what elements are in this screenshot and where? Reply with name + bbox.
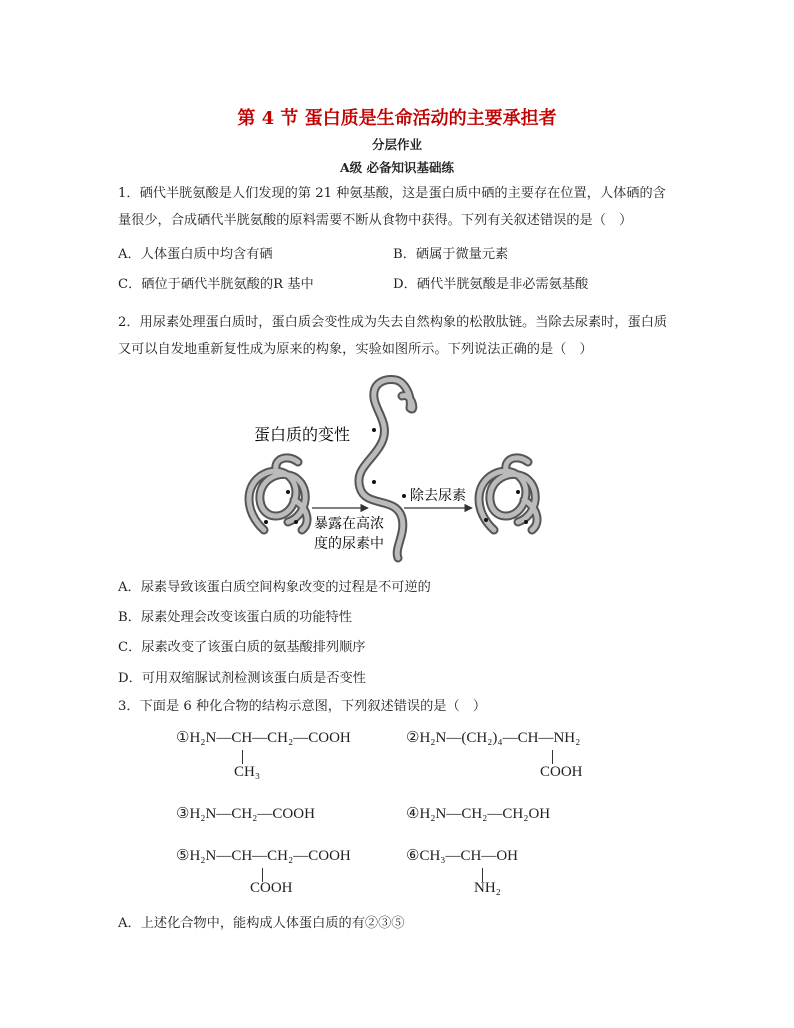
q2-option-c[interactable]: C．尿素改变了该蛋白质的氨基酸排列顺序 xyxy=(118,640,366,655)
label-remove-urea: 除去尿素 xyxy=(410,488,466,504)
label-expose-1: 暴露在高浓 xyxy=(314,516,384,532)
folded-protein-left xyxy=(249,458,307,530)
compound-1-bond xyxy=(242,750,243,764)
compound-1: ①H₂N—CH—CH₂—COOH xyxy=(176,730,351,746)
compound-6-side: NH₂ xyxy=(474,880,501,896)
question-3-stem: 3．下面是 6 种化合物的结构示意图，下列叙述错误的是（ ） xyxy=(118,699,487,714)
question-2-stem: 2．用尿素处理蛋白质时，蛋白质会变性成为失去自然构象的松散肽链。当除去尿素时，蛋白质又可以自发地重新复性成为原来的构象，实验如图所示。下列说法正确的是（ ） xyxy=(118,315,668,357)
label-denature: 蛋白质的变性 xyxy=(254,425,351,444)
q1-option-d[interactable]: D．硒代半胱氨酸是非必需氨基酸 xyxy=(393,277,589,292)
protein-denaturation-figure xyxy=(236,372,562,564)
level-heading: A级 必备知识基础练 xyxy=(339,160,455,175)
q1-option-c[interactable]: C．硒位于硒代半胱氨酸的R 基中 xyxy=(118,277,314,292)
q2-option-b[interactable]: B．尿素处理会改变该蛋白质的功能特性 xyxy=(118,610,352,625)
compound-5: ⑤H₂N—CH—CH₂—COOH xyxy=(176,848,351,864)
q3-option-a[interactable]: A．上述化合物中，能构成人体蛋白质的有②③⑤ xyxy=(118,916,405,931)
compound-5-side: COOH xyxy=(250,880,293,896)
compound-6: ⑥CH₃—CH—OH xyxy=(406,848,519,864)
q2-option-a[interactable]: A．尿素导致该蛋白质空间构象改变的过程是不可逆的 xyxy=(118,580,431,595)
folded-protein-right xyxy=(479,458,537,530)
denaturation-diagram xyxy=(236,372,562,564)
section-heading: 分层作业 xyxy=(371,137,422,152)
q2-option-d[interactable]: D．可用双缩脲试剂检测该蛋白质是否变性 xyxy=(118,671,366,686)
compound-2-bond xyxy=(552,750,553,764)
page-title: 第 4 节 蛋白质是生命活动的主要承担者 xyxy=(237,108,557,129)
compound-2-side: COOH xyxy=(540,764,583,780)
label-expose-2: 度的尿素中 xyxy=(314,536,384,552)
q1-option-a[interactable]: A．人体蛋白质中均含有硒 xyxy=(118,247,273,262)
question-1-stem: 1．硒代半胱氨酸是人们发现的第 21 种氨基酸，这是蛋白质中硒的主要存在位置，人体硒的含量很少，合成硒代半胱氨酸的原料需要不断从食物中获得。下列有关叙述错误的是（ ） xyxy=(118,186,666,228)
compound-2: ②H₂N—(CH₂)₄—CH—NH₂ xyxy=(406,730,581,746)
q1-option-b[interactable]: B．硒属于微量元素 xyxy=(393,247,509,262)
compound-4: ④H₂N—CH₂—CH₂OH xyxy=(406,806,551,822)
compound-3: ③H₂N—CH₂—COOH xyxy=(176,806,315,822)
compound-1-side: CH₃ xyxy=(234,764,261,780)
compound-structures xyxy=(176,726,636,901)
